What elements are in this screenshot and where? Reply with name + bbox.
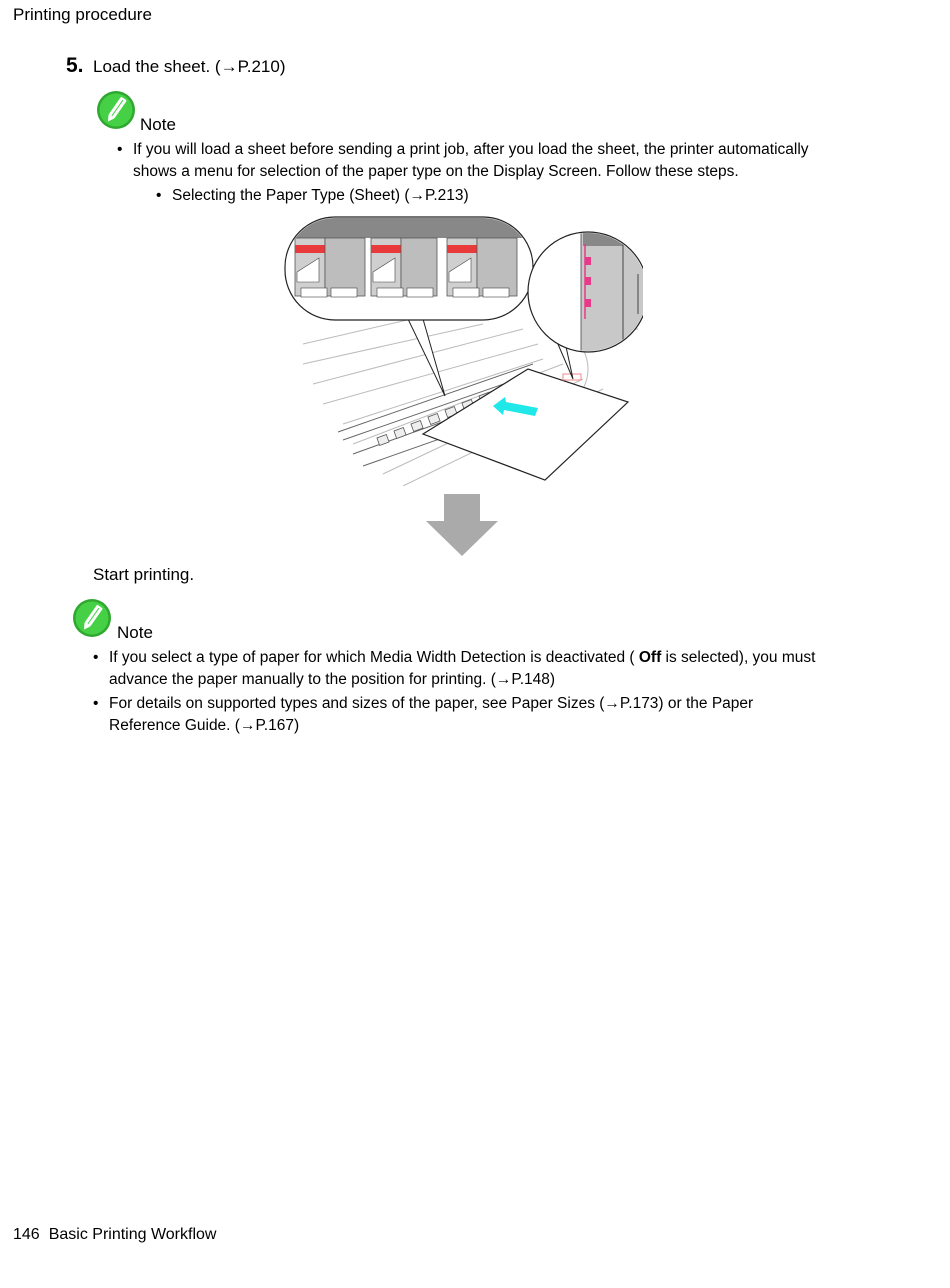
note-sub-bullet: • Selecting the Paper Type (Sheet) (→P.213) [156, 187, 469, 204]
down-arrow-icon [426, 494, 498, 556]
note-bullet: • If you will load a sheet before sending a print job, after you load the sheet, the printer automatically [117, 141, 809, 158]
note-label: Note [117, 623, 153, 642]
note-bullet-continuation: Reference Guide. (→P.167) [109, 717, 300, 734]
step-number: 5. [66, 54, 84, 77]
note-bullet-text-post: is selected), you must [661, 649, 816, 666]
note-bullet-text: For details on supported types and sizes of the paper, see Paper Sizes (→P.173) or the Paper [109, 695, 754, 712]
printer-sheet-loading-illustration [283, 214, 643, 486]
note-bullet-text-bold: Off [638, 649, 662, 666]
note-icon [96, 90, 136, 135]
note-sub-bullet-text: Selecting the Paper Type (Sheet) (→P.213) [172, 187, 469, 204]
note-bullet-text: If you will load a sheet before sending a print job, after you load the sheet, the printer automatically [133, 141, 809, 158]
note-bullet-continuation: advance the paper manually to the position for printing. (→P.148) [109, 671, 556, 688]
step-instruction: Load the sheet. (→P.210) [93, 57, 286, 76]
footer-section: Basic Printing Workflow [48, 1226, 217, 1243]
page-footer [13, 1226, 216, 1244]
note-bullet: • For details on supported types and sizes of the paper, see Paper Sizes (→P.173) or the Paper [93, 695, 754, 712]
note-bullet-continuation: shows a menu for selection of the paper type on the Display Screen. Follow these steps. [133, 163, 739, 180]
note-bullet: • If you select a type of paper for which Media Width Detection is deactivated ( Off is selected), you must [93, 649, 816, 666]
note-label: Note [140, 115, 176, 134]
page-number: 146 [13, 1226, 40, 1243]
note-icon [72, 598, 112, 643]
start-printing-text: Start printing. [93, 565, 195, 584]
page-header: Printing procedure [13, 5, 152, 24]
note-bullet-text-pre: If you select a type of paper for which Media Width Detection is deactivated ( [109, 649, 639, 666]
